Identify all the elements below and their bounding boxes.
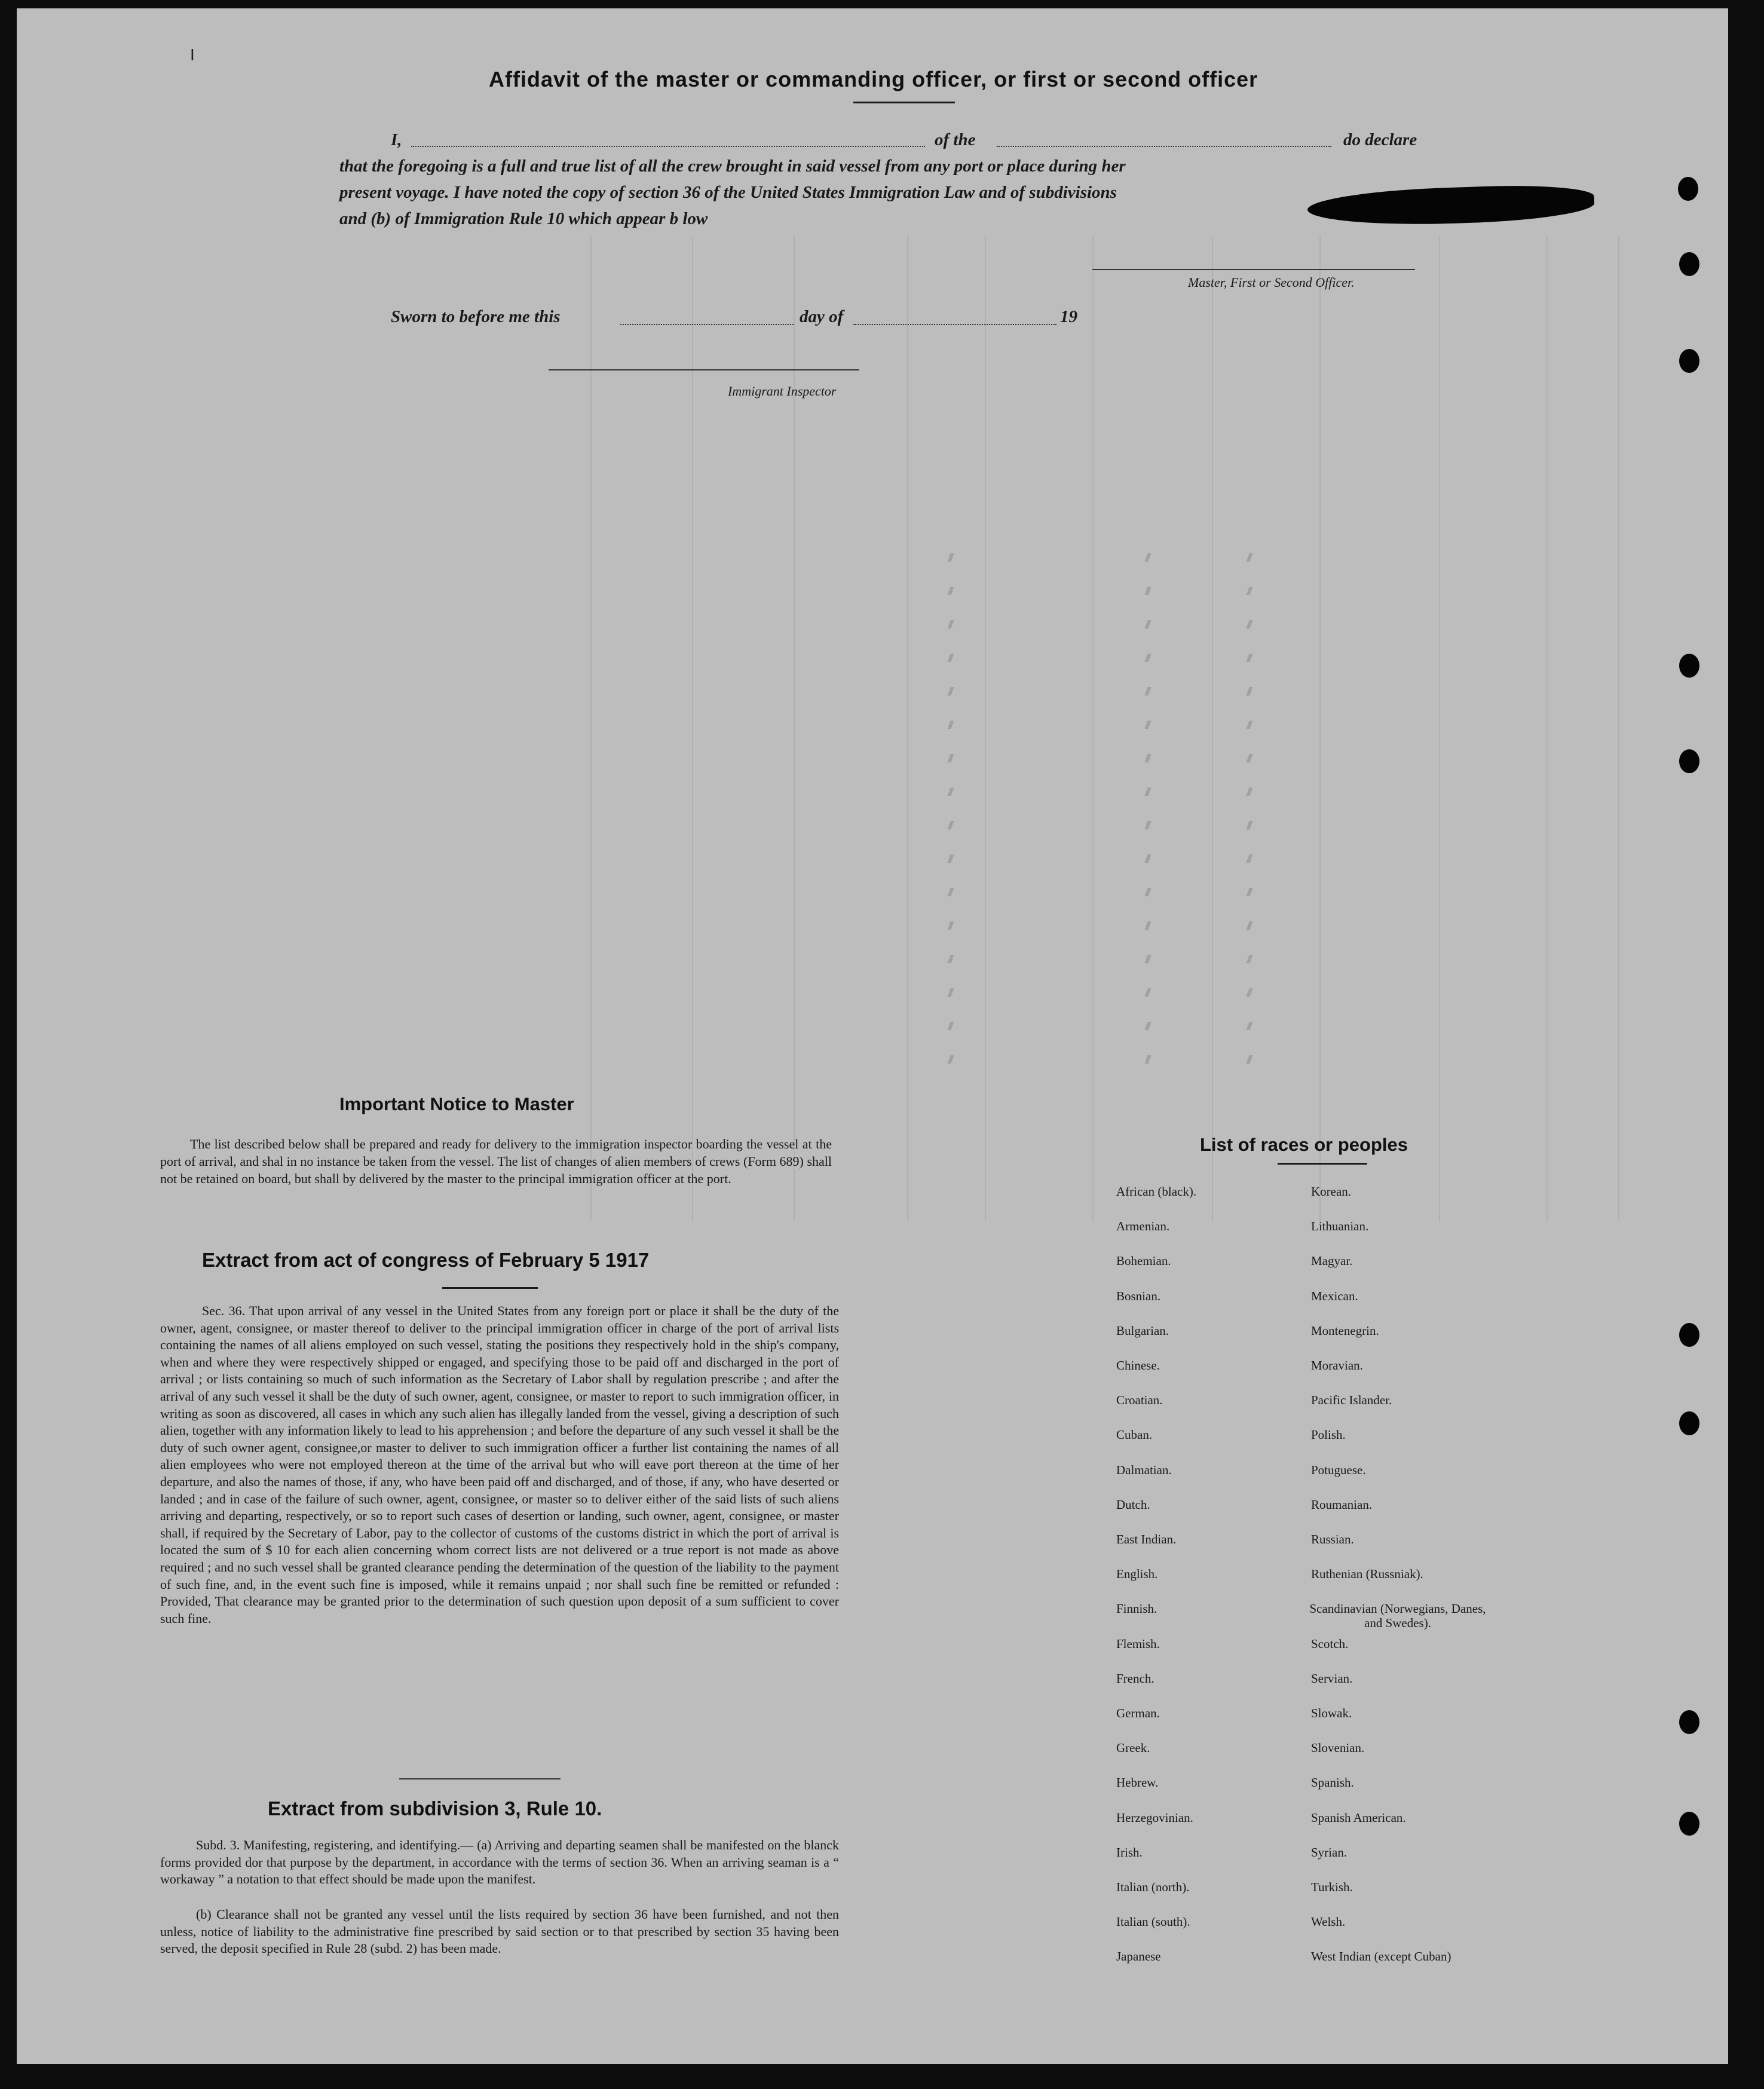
bleed-ditto-mark bbox=[1246, 955, 1252, 963]
extract-act-body: Sec. 36. That upon arrival of any vessel in the United States from any foreign port or place it shall be the duty of the owner, agent, consignee, or master thereof to deliver to the principal immigration officer in charge of the port of arrival lists containing the names of all aliens employed on such vessel, stating the positions they respectively hold in the ship's company, when and where they were respectively shipped or engaged, and specifying those to be paid off and discharged in the port of arrival ; or lists containing so much of such information as the Secretary of Labor shall by regulation prescribe ; and after the arrival of any such vessel it shall be the duty of such owner, agent, consignee, or master to report to such immigration officer, in writing as soon as discovered, all cases in which any such alien has illegally landed from the vessel, giving a description of such alien, together with any information likely to lead to his apprehension ; and before the departure of any such vessel it shall be the duty of such owner agent, consignee,or master to deliver to such immigration officer a further list containing the names of all alien employees who were not employed thereon at the time of the arrival but who will eave port thereon at the time of her departure, and also the names of those, if any, who have been paid off and discharged, and of those, if any, who have deserted or landed ; and in case of the failure of such owner, agent, consignee, or master so to deliver either of the said lists of such aliens arriving and departing, respectively, or so to report such cases of desertion or landing, such owner, agent, consignee, or master shall, if required by the Secretary of Labor, pay to the collector of customs of the customs district in which the port of arrival is located the sum of $ 10 for each alien concerning whom correct lists are not delivered or a true report is not made as above required ; and no such vessel shall be granted clearance pending the determination of the question of the liability to the payment of such fine, and, in the event such fine is imposed, while it remains unpaid ; nor shall such fine be remitted or refunded : Provided, That clearance may be granted prior to the determination of such question upon deposit of a sum sufficient to cover such fine. bbox=[160, 1303, 839, 1626]
bleed-ditto-mark bbox=[1246, 754, 1252, 762]
race-left-item: Dutch. bbox=[1116, 1497, 1150, 1512]
race-right-item: Potuguese. bbox=[1311, 1462, 1366, 1477]
bleed-rule bbox=[907, 235, 908, 1221]
bleed-rule bbox=[1439, 235, 1440, 1221]
race-left-item: Finnish. bbox=[1116, 1601, 1157, 1616]
bleed-ditto-mark bbox=[1144, 687, 1151, 696]
affidavit-declare-label: do declare bbox=[1343, 130, 1417, 149]
bleed-ditto-mark bbox=[1246, 788, 1252, 796]
race-left-item: Italian (north). bbox=[1116, 1880, 1190, 1894]
bleed-ditto-mark bbox=[1246, 854, 1252, 863]
bleed-ditto-mark bbox=[1144, 1022, 1151, 1030]
sworn-label: Sworn to before me this bbox=[391, 307, 561, 326]
vessel-blank-line bbox=[997, 146, 1331, 147]
bleed-ditto-mark bbox=[947, 788, 954, 796]
bleed-ditto-mark bbox=[1144, 721, 1151, 729]
race-right-item: Scandinavian (Norwegians, Danes, and Swedes). bbox=[1309, 1601, 1486, 1631]
race-left-item: East Indian. bbox=[1116, 1532, 1177, 1546]
race-right-item: Roumanian. bbox=[1311, 1497, 1373, 1512]
bleed-rule bbox=[590, 235, 592, 1221]
race-right-item: Scotch. bbox=[1311, 1636, 1349, 1651]
race-right-item: Slowak. bbox=[1311, 1706, 1352, 1720]
race-right-item: Slovenian. bbox=[1311, 1741, 1365, 1756]
punch-hole bbox=[1679, 349, 1699, 373]
bleed-ditto-mark bbox=[947, 687, 954, 696]
affidavit-line-3: present voyage. I have noted the copy of section 36 of the United States Immigration Law and of subdivisions bbox=[339, 183, 1117, 202]
punch-hole bbox=[1679, 749, 1699, 773]
bleed-ditto-mark bbox=[947, 721, 954, 729]
day-of-label: day of bbox=[800, 307, 844, 326]
bleed-ditto-mark bbox=[947, 1022, 954, 1030]
race-right-item: West Indian (except Cuban) bbox=[1311, 1949, 1451, 1964]
affidavit-i-label: I, bbox=[391, 130, 402, 149]
punch-hole bbox=[1679, 654, 1699, 678]
bleed-ditto-mark bbox=[1246, 1055, 1252, 1064]
bleed-ditto-mark bbox=[1144, 654, 1151, 662]
race-left-item: Herzegovinian. bbox=[1116, 1810, 1193, 1825]
race-right-item: Turkish. bbox=[1311, 1880, 1353, 1894]
race-left-item: Cuban. bbox=[1116, 1428, 1153, 1442]
bleed-ditto-mark bbox=[1246, 888, 1252, 896]
bleed-rule bbox=[692, 235, 693, 1221]
section-divider bbox=[399, 1778, 561, 1779]
race-left-item: Irish. bbox=[1116, 1845, 1143, 1860]
race-right-item: Moravian. bbox=[1311, 1358, 1363, 1373]
bleed-ditto-mark bbox=[1144, 754, 1151, 762]
bleed-ditto-mark bbox=[1246, 921, 1252, 930]
margin-mark: I bbox=[190, 45, 195, 64]
bleed-ditto-mark bbox=[1144, 587, 1151, 595]
race-right-item: Servian. bbox=[1311, 1671, 1353, 1686]
race-left-item: English. bbox=[1116, 1567, 1158, 1582]
race-left-item: Japanese bbox=[1116, 1949, 1161, 1964]
sworn-month-line bbox=[853, 324, 1056, 325]
bleed-ditto-mark bbox=[1144, 788, 1151, 796]
bleed-ditto-mark bbox=[947, 888, 954, 896]
bleed-ditto-mark bbox=[947, 821, 954, 829]
punch-hole bbox=[1679, 1323, 1699, 1347]
race-right-item: Spanish American. bbox=[1311, 1810, 1406, 1825]
redaction-blot bbox=[1307, 183, 1595, 229]
bleed-ditto-mark bbox=[1246, 988, 1252, 997]
bleed-ditto-mark bbox=[1144, 854, 1151, 863]
bleed-ditto-mark bbox=[1246, 1022, 1252, 1030]
race-left-item: Armenian. bbox=[1116, 1219, 1170, 1234]
bleed-ditto-mark bbox=[1246, 687, 1252, 696]
race-right-item: Polish. bbox=[1311, 1428, 1346, 1442]
inspector-signature-line bbox=[549, 369, 859, 370]
year-prefix: 19 bbox=[1060, 307, 1077, 326]
race-right-item: Lithuanian. bbox=[1311, 1219, 1369, 1234]
race-right-item: Korean. bbox=[1311, 1184, 1352, 1199]
sworn-day-line bbox=[620, 324, 794, 325]
race-left-item: Bosnian. bbox=[1116, 1288, 1161, 1303]
bleed-ditto-mark bbox=[1144, 888, 1151, 896]
bleed-rule bbox=[1618, 235, 1619, 1221]
punch-hole bbox=[1679, 252, 1699, 276]
bleed-ditto-mark bbox=[1246, 821, 1252, 829]
bleed-ditto-mark bbox=[947, 854, 954, 863]
bleed-ditto-mark bbox=[1144, 1055, 1151, 1064]
race-left-item: Italian (south). bbox=[1116, 1915, 1190, 1929]
race-left-item: Bohemian. bbox=[1116, 1254, 1171, 1269]
race-left-item: German. bbox=[1116, 1706, 1160, 1720]
extract-act-underline bbox=[442, 1287, 538, 1289]
bleed-ditto-mark bbox=[947, 654, 954, 662]
race-right-item: Welsh. bbox=[1311, 1915, 1346, 1929]
race-left-item: Bulgarian. bbox=[1116, 1323, 1169, 1338]
race-right-item: Syrian. bbox=[1311, 1845, 1348, 1860]
title-underline bbox=[853, 102, 955, 103]
race-left-item: Croatian. bbox=[1116, 1393, 1163, 1408]
race-left-item: African (black). bbox=[1116, 1184, 1197, 1199]
race-right-item: Montenegrin. bbox=[1311, 1323, 1379, 1338]
races-title-underline bbox=[1278, 1163, 1367, 1165]
bleed-ditto-mark bbox=[1246, 620, 1252, 629]
notice-body: The list described below shall be prepared and ready for delivery to the immigration inspector boarding the vessel at the port of arrival, and shal in no instance be taken from the vessel. The list of changes of alien members of crews (Form 689) shall not be retained on board, but shall by delivered by the master to the principal immigration officer at the port. bbox=[160, 1137, 832, 1186]
bleed-rule bbox=[1319, 235, 1321, 1221]
bleed-ditto-mark bbox=[1246, 654, 1252, 662]
bleed-ditto-mark bbox=[947, 921, 954, 930]
bleed-ditto-mark bbox=[1144, 955, 1151, 963]
name-blank-line bbox=[411, 146, 925, 147]
bleed-ditto-mark bbox=[1246, 553, 1252, 562]
bleed-ditto-mark bbox=[1246, 587, 1252, 595]
bleed-rule bbox=[1546, 235, 1548, 1221]
bleed-ditto-mark bbox=[947, 988, 954, 997]
punch-hole bbox=[1679, 1411, 1699, 1435]
punch-hole bbox=[1679, 1812, 1699, 1836]
extract-rule-para-b: (b) Clearance shall not be granted any vessel until the lists required by section 36 have been furnished, and not then unless, notice of liability to the administrative fine prescribed by said section or to that prescribed by section 35 having been served, the deposit specified in Rule 28 (subd. 2) has been made. bbox=[160, 1907, 839, 1956]
bleed-rule bbox=[1092, 235, 1094, 1221]
race-right-item: Pacific Islander. bbox=[1311, 1393, 1392, 1408]
affidavit-of-the-label: of the bbox=[935, 130, 976, 149]
document-page bbox=[17, 8, 1728, 2064]
signature-line bbox=[1092, 269, 1415, 270]
affidavit-title: Affidavit of the master or commanding officer, or first or second officer bbox=[489, 67, 1258, 91]
affidavit-line-4: and (b) of Immigration Rule 10 which appear b low bbox=[339, 209, 708, 228]
race-right-item: Mexican. bbox=[1311, 1288, 1358, 1303]
bleed-ditto-mark bbox=[1144, 821, 1151, 829]
bleed-ditto-mark bbox=[1144, 553, 1151, 562]
bleed-ditto-mark bbox=[947, 955, 954, 963]
race-left-item: Dalmatian. bbox=[1116, 1462, 1172, 1477]
bleed-rule bbox=[985, 235, 986, 1221]
race-left-item: French. bbox=[1116, 1671, 1154, 1686]
extract-act-title: Extract from act of congress of February 5 1917 bbox=[202, 1249, 650, 1271]
notice-title: Important Notice to Master bbox=[339, 1093, 574, 1114]
race-left-item: Flemish. bbox=[1116, 1636, 1160, 1651]
race-left-item: Greek. bbox=[1116, 1741, 1150, 1756]
bleed-ditto-mark bbox=[947, 754, 954, 762]
race-right-item: Russian. bbox=[1311, 1532, 1354, 1546]
bleed-ditto-mark bbox=[947, 553, 954, 562]
bleed-ditto-mark bbox=[947, 587, 954, 595]
race-right-item: Spanish. bbox=[1311, 1775, 1354, 1790]
race-right-item: Magyar. bbox=[1311, 1254, 1353, 1269]
bleed-ditto-mark bbox=[1144, 988, 1151, 997]
bleed-rule bbox=[1212, 235, 1213, 1221]
bleed-ditto-mark bbox=[947, 1055, 954, 1064]
race-left-item: Hebrew. bbox=[1116, 1775, 1159, 1790]
inspector-caption: Immigrant Inspector bbox=[728, 384, 837, 399]
punch-hole bbox=[1679, 1710, 1699, 1734]
race-left-item: Chinese. bbox=[1116, 1358, 1160, 1373]
race-right-item: Ruthenian (Russniak). bbox=[1311, 1567, 1423, 1582]
bleed-ditto-mark bbox=[1246, 721, 1252, 729]
bleed-ditto-mark bbox=[1144, 620, 1151, 629]
signature-caption: Master, First or Second Officer. bbox=[1188, 275, 1355, 290]
bleed-ditto-mark bbox=[947, 620, 954, 629]
extract-rule-title: Extract from subdivision 3, Rule 10. bbox=[268, 1797, 602, 1820]
races-title: List of races or peoples bbox=[1200, 1134, 1408, 1155]
bleed-ditto-mark bbox=[1144, 921, 1151, 930]
punch-hole bbox=[1678, 177, 1698, 201]
extract-rule-para-a: Subd. 3. Manifesting, registering, and identifying.— (a) Arriving and departing seamen shall be manifested on the blanck forms provided dor that purpose by the department, in accordance with the terms of section 36. When an arriving seaman is a “ workaway ” a notation to that effect should be made upon the manifest. bbox=[160, 1837, 839, 1887]
affidavit-line-2: that the foregoing is a full and true list of all the crew brought in said vessel from any port or place during her bbox=[339, 157, 1126, 176]
